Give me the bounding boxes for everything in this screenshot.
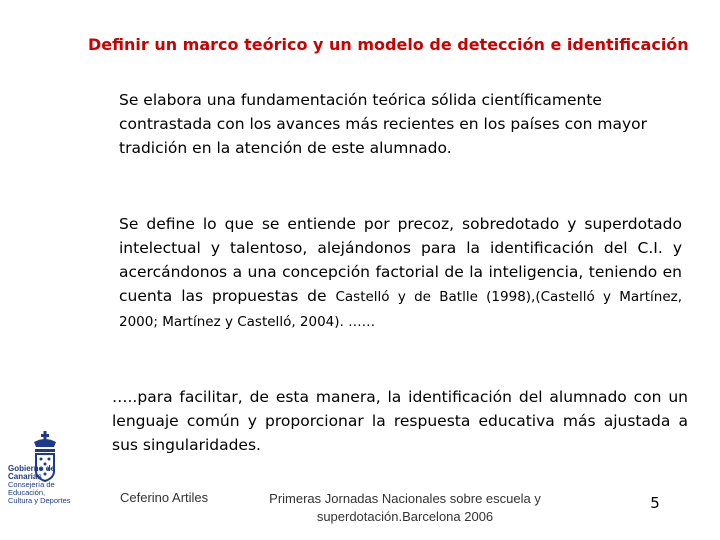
footer-event-line2: superdotación.Barcelona 2006 (316, 509, 494, 524)
slide-title: Definir un marco teórico y un modelo de detección e identificación (88, 35, 689, 54)
logo-org-name: Gobierno de Canarias (8, 464, 56, 481)
footer-event (250, 490, 560, 526)
logo-department-line2: Cultura y Deportes (8, 496, 71, 505)
paragraph-citation: Castelló y de Batlle (1998),(Castelló y Martínez, 2000; Martínez y Castelló, 2004). …… (119, 289, 682, 330)
paragraph-purpose: …..para facilitar, de esta manera, la identificación del alumnado con un lenguaje común y proporcionar la respuesta educativa más ajustada a sus singularidades. (112, 388, 688, 454)
footer-event-line1: Primeras Jornadas Nacionales sobre escuela y (269, 491, 541, 506)
paragraph-definitions-main: Se define lo que se entiende por precoz, sobredotado y superdotado intelectual y talentoso, alejándonos para la identificación del C.I. y acercándonos a una concepción factorial de la inteligencia, teniendo en cuenta las propuestas de (119, 215, 682, 305)
footer-author: Ceferino Artiles (120, 490, 209, 505)
logo-department-line1: Consejería de Educación, (8, 480, 55, 497)
logo-caption (8, 465, 82, 505)
page-number: 5 (650, 494, 660, 512)
paragraph-definitions (119, 212, 682, 334)
paragraph-theory: Se elabora una fundamentación teórica sólida científicamente contrastada con los avances más recientes en los países con mayor tradición en la atención de este alumnado. (119, 91, 647, 157)
